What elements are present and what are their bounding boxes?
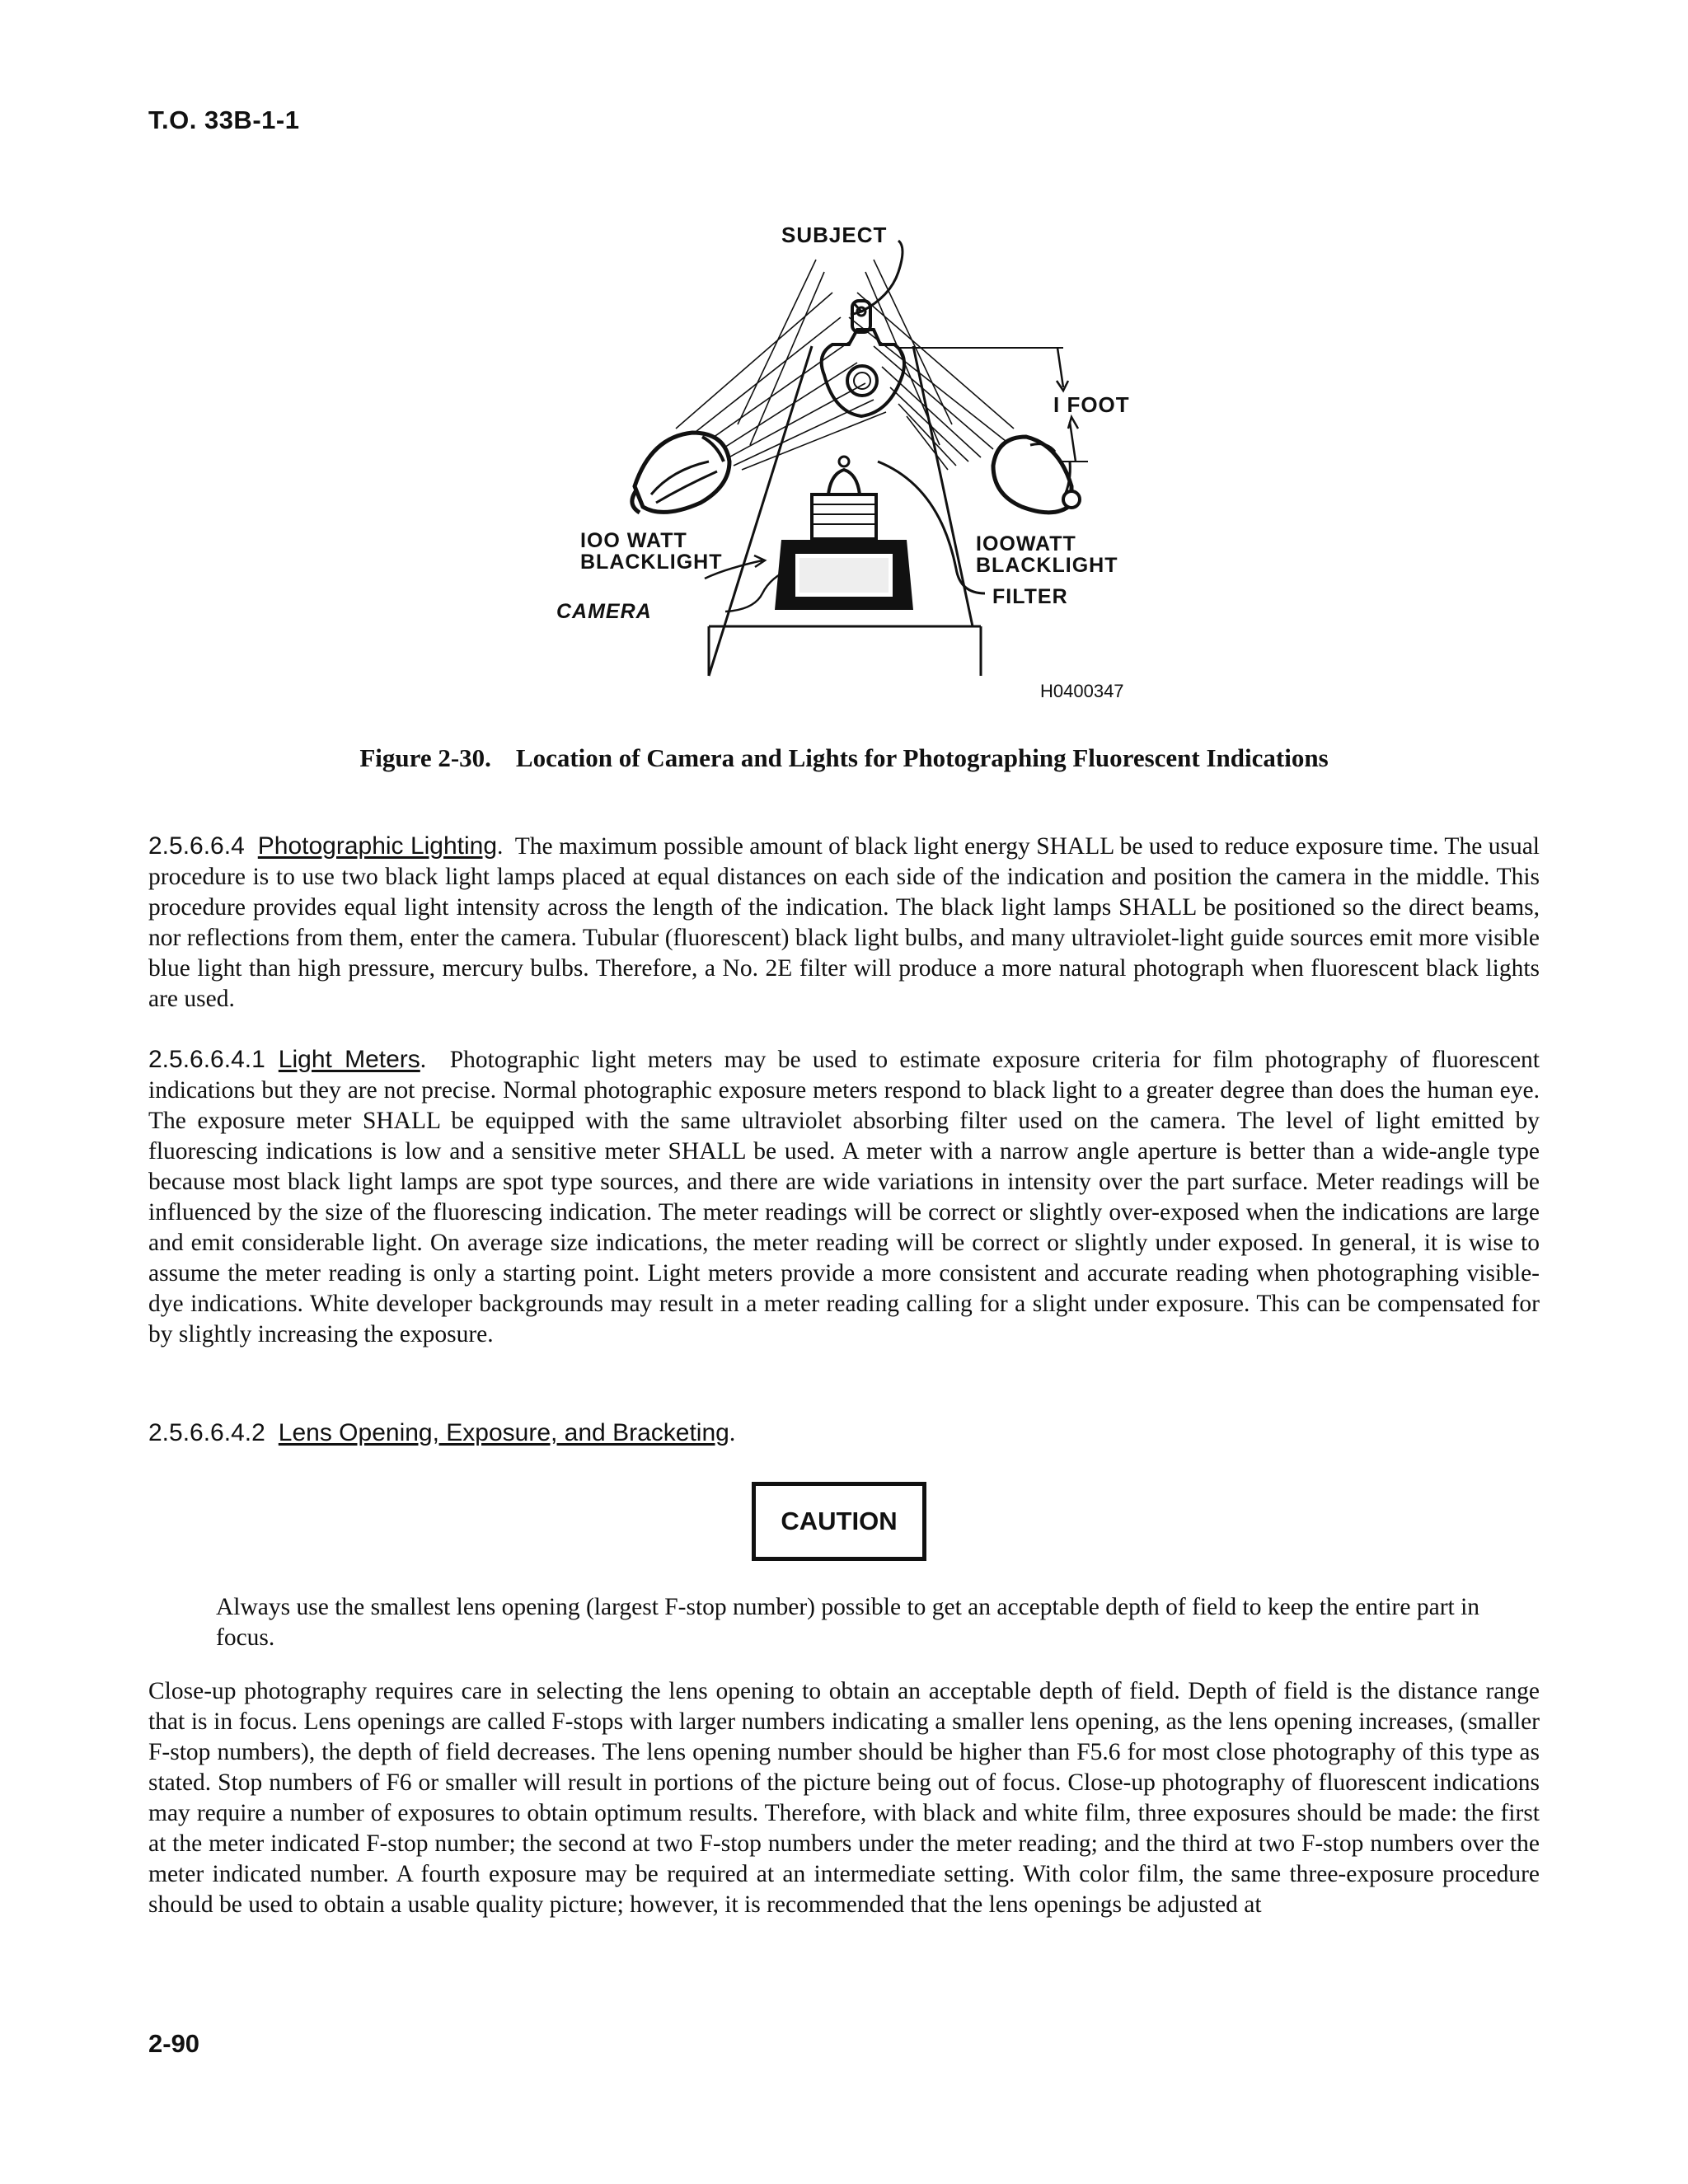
section-number: 2.5.6.6.4 (148, 832, 245, 860)
section-light-meters: 2.5.6.6.4.1 Light Meters. Photographic light meters may be used to estimate exposure criteria for film photography of fluorescent indications but they are not precise. Normal photographic exposure meters respond to black light to a greater degree than does the human eye. The exposure meter SHALL be equipped with the same ultraviolet absorbing filter used on the camera. The level of light emitted by fluorescing indications is low and a sensitive meter SHALL be used. A meter with a narrow angle aperture is better than a wide-angle type because most black light lamps are spot type sources, and there are wide variations in intensity over the part surface. Meter readings will be influenced by the size of the fluorescing indication. The meter readings will be correct or slightly over-exposed when the indications are large and emit considerable light. On average size indications, the meter reading will be correct or slightly under exposed. In general, it is wise to assume the meter reading is only a starting point. Light meters provide a more consistent and accurate reading when photographing visible-dye indications. White developer backgrounds may result in a meter reading calling for a slight under exposure. This can be compensated for by slightly increasing the exposure. (148, 1046, 1540, 1347)
right-lamp (993, 437, 1080, 513)
camera-body (775, 540, 913, 610)
camera-label: CAMERA (556, 600, 652, 623)
section-number: 2.5.6.6.4.1 (148, 1046, 265, 1073)
section-title: Photographic Lighting (257, 832, 498, 860)
right-lamp-label-watt: IOOWATT (976, 532, 1076, 555)
caution-box (752, 1482, 926, 1561)
one-foot-label: I FOOT (1053, 392, 1130, 417)
figure-caption-number: Figure 2-30. (359, 743, 491, 772)
section-text: Photographic light meters may be used to estimate exposure criteria for film photography of fluorescent indications but they are not precise. Normal photographic exposure meters respond to black light to a greater degree than does the human eye. The exposure meter SHALL be equipped with the same ultraviolet absorbing filter used on the camera. The level of light emitted by fluorescing indications is low and a sensitive meter SHALL be used. A meter with a narrow angle aperture is better than a wide-angle type because most black light lamps are spot type sources, and there are wide variations in intensity over the part surface. Meter readings will be influenced by the size of the fluorescing indication. The meter readings will be correct or slightly over-exposed when the indications are large and emit considerable light. On average size indications, the meter reading will be correct or slightly under exposed. In general, it is wise to assume the meter reading is only a starting point. Light meters provide a more consistent and accurate reading when photographing visible-dye indications. White developer backgrounds may result in a meter reading calling for a slight under exposure. This can be compensated for by slightly increasing the exposure. (148, 1047, 1540, 1347)
left-lamp-label-watt: IOO WATT (580, 529, 687, 552)
figure-camera-lights (0, 0, 1688, 742)
figure-caption-title: Location of Camera and Lights for Photographing Fluorescent Indications (515, 743, 1329, 772)
section-text: The maximum possible amount of black light energy SHALL be used to reduce exposure time. The usual procedure is to use two black light lamps placed at equal distances on each side of the indication and position the camera in the middle. This procedure provides equal light intensity across the length of the indication. The black light lamps SHALL be positioned so the direct beams, nor reflections from them, enter the camera. Tubular (fluorescent) black light bulbs, and many ultraviolet-light guide sources emit more visible blue light than high pressure, mercury bulbs. Therefore, a No. 2E filter will produce a more natural photograph when fluorescent black lights are used. (148, 833, 1540, 1012)
figure-caption (0, 743, 1688, 773)
left-lamp-label-type: BLACKLIGHT (580, 551, 723, 574)
document-id-header: T.O. 33B-1-1 (148, 105, 300, 134)
figure-image-id: H0400347 (1040, 681, 1124, 701)
left-lamp (632, 433, 729, 513)
camera-lens (812, 494, 876, 539)
camera-lights-illustration (0, 0, 1688, 742)
section-lens-opening: 2.5.6.6.4.2 Lens Opening, Exposure, and Bracketing. (148, 1419, 736, 1446)
right-lamp-beam (849, 260, 1014, 470)
subject-label: SUBJECT (781, 223, 888, 247)
body-paragraph: Close-up photography requires care in selecting the lens opening to obtain an acceptable depth of field. Depth of field is the distance range that is in focus. Lens openings are called F-stops with larger numbers indicating a smaller lens opening, as the lens opening increases, (smaller F-stop numbers), the depth of field decreases. The lens opening number should be higher than F5.6 for most close photography of this type as stated. Stop numbers of F6 or smaller will result in portions of the picture being out of focus. Close-up photography of fluorescent indications may require a number of exposures to obtain optimum results. Therefore, with black and white film, three exposures should be made: the first at the meter indicated F-stop number; the second at two F-stop numbers under the meter reading; and the third at two F-stop numbers over the meter indicated number. A fourth exposure may be required at an intermediate setting. With color film, the same three-exposure procedure should be used to obtain a usable quality picture; however, it is recommended that the lens openings be adjusted at (148, 1678, 1540, 1918)
page-number: 2-90 (148, 2029, 200, 2058)
section-title: Light Meters (278, 1046, 420, 1073)
right-lamp-label-type: BLACKLIGHT (976, 554, 1118, 577)
section-title: Lens Opening, Exposure, and Bracketing (278, 1419, 729, 1446)
caution-text: Always use the smallest lens opening (largest F-stop number) possible to get an acceptable depth of field to keep the entire part in focus. (216, 1594, 1480, 1651)
filter-label: FILTER (992, 585, 1068, 608)
caution-label: CAUTION (781, 1507, 898, 1535)
section-photographic-lighting: 2.5.6.6.4 Photographic Lighting. The maximum possible amount of black light energy SHALL be used to reduce exposure time. The usual procedure is to use two black light lamps placed at equal distances on each side of the indication and position the camera in the middle. This procedure provides equal light intensity across the length of the indication. The black light lamps SHALL be positioned so the direct beams, nor reflections from them, enter the camera. Tubular (fluorescent) black light bulbs, and many ultraviolet-light guide sources emit more visible blue light than high pressure, mercury bulbs. Therefore, a No. 2E filter will produce a more natural photograph when fluorescent black lights are used. (148, 832, 1540, 1012)
section-number: 2.5.6.6.4.2 (148, 1419, 265, 1446)
